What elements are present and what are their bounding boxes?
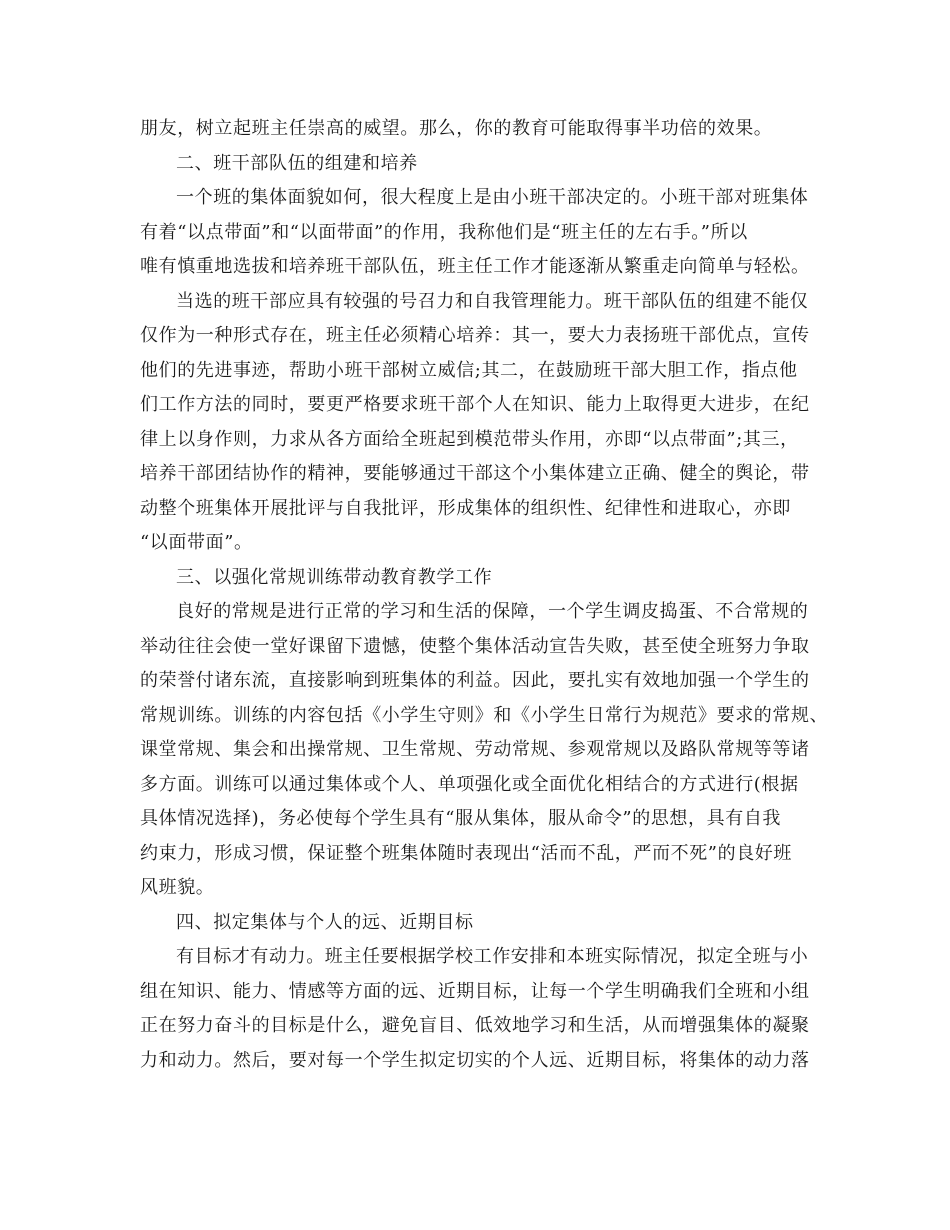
text-line: 约束力，形成习惯，保证整个班集体随时表现出“活而不乱，严而不死”的良好班 [140, 842, 793, 864]
text-line: 正在努力奋斗的目标是什么，避免盲目、低效地学习和生活，从而增强集体的凝聚 [140, 1015, 810, 1036]
text-line: 们工作方法的同时，要更严格要求班干部个人在知识、能力上取得更大进步，在纪 [140, 394, 810, 415]
paragraph-start: 一个班的集体面貌如何，很大程度上是由小班干部决定的。小班干部对班集体 [176, 187, 809, 208]
document-body [140, 112, 830, 1078]
text-line: 的荣誉付诸东流，直接影响到班集体的利益。因此，要扎实有效地加强一个学生的 [140, 670, 810, 691]
text-line: 常规训练。训练的内容包括《小学生守则》和《小学生日常行为规范》要求的常规、 [140, 704, 829, 726]
text-line: 具体情况选择)，务必使每个学生具有“服从集体，服从命令”的思想，具有自我 [140, 808, 782, 829]
text-line: 多方面。训练可以通过集体或个人、单项强化或全面优化相结合的方式进行(根据 [140, 773, 799, 795]
text-line: 有着“以点带面”和“以面带面”的作用，我称他们是“班主任的左右手。”所以 [140, 221, 748, 243]
text-line: 培养干部团结协作的精神，要能够通过干部这个小集体建立正确、健全的舆论，带 [140, 463, 810, 484]
text-line: 组在知识、能力、情感等方面的远、近期目标，让每一个学生明确我们全班和小组 [140, 980, 810, 1002]
text-line: 举动往往会使一堂好课留下遗憾，使整个集体活动宣告失败，甚至使全班努力争取 [140, 635, 810, 657]
text-line: 课堂常规、集会和出操常规、卫生常规、劳动常规、参观常规以及路队常规等等诸 [140, 739, 810, 760]
text-line: 风班貌。 [140, 877, 215, 898]
section-heading-3: 三、以强化常规训练带动教育教学工作 [176, 566, 493, 588]
paragraph-start: 良好的常规是进行正常的学习和生活的保障，一个学生调皮捣蛋、不合常规的 [176, 601, 809, 622]
paragraph-start: 有目标才有动力。班主任要根据学校工作安排和本班实际情况，拟定全班与小 [176, 946, 809, 967]
text-line: 动整个班集体开展批评与自我批评，形成集体的组织性、纪律性和进取心，亦即 [140, 497, 791, 519]
text-line: 仅作为一种形式存在，班主任必须精心培养：其一，要大力表扬班干部优点，宣传 [140, 325, 810, 346]
text-line: 唯有慎重地选拔和培养班干部队伍，班主任工作才能逐渐从繁重走向简单与轻松。 [140, 256, 810, 277]
section-heading-2: 二、班干部队伍的组建和培养 [176, 152, 418, 174]
paragraph-start: 当选的班干部应具有较强的号召力和自我管理能力。班干部队伍的组建不能仅 [176, 290, 809, 312]
text-line: 他们的先进事迹，帮助小班干部树立威信;其二，在鼓励班干部大胆工作，指点他 [140, 359, 798, 381]
text-line: 力和动力。然后，要对每一个学生拟定切实的个人远、近期目标，将集体的动力落 [140, 1049, 810, 1071]
text-line: 朋友，树立起班主任崇高的威望。那么，你的教育可能取得事半功倍的效果。 [140, 118, 773, 139]
section-heading-4: 四、拟定集体与个人的远、近期目标 [176, 911, 474, 933]
text-line: 律上以身作则，力求从各方面给全班起到模范带头作用，亦即“以点带面”;其三， [140, 428, 799, 450]
text-line: “以面带面”。 [140, 532, 253, 553]
